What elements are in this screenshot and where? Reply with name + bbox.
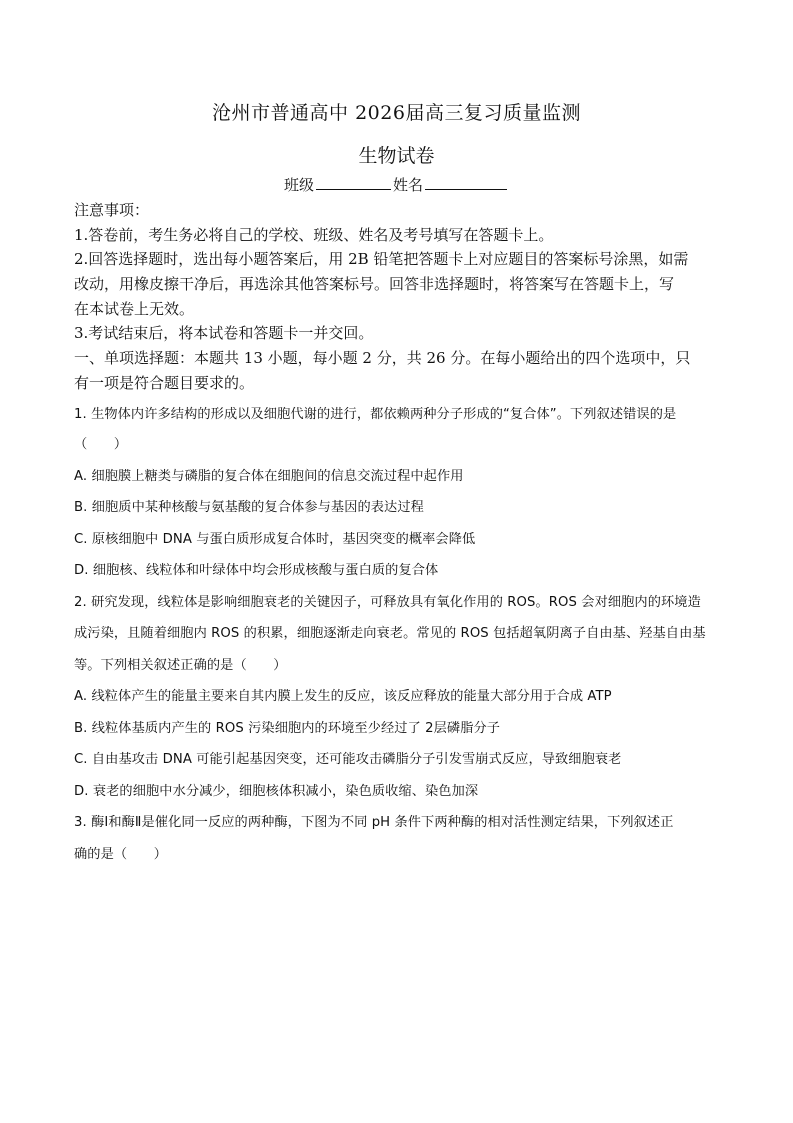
notice-item-2-line-1: 2.回答选择题时，选出每小题答案后，用 2B 铅笔把答题卡上对应题目的答案标号涂黑，如需 (74, 250, 689, 268)
class-label: 班级 (283, 176, 314, 194)
q2-stem-line-3: 等。下列相关叙述正确的是（ ） (74, 658, 287, 673)
name-label: 姓名 (393, 176, 424, 194)
class-name-line (0, 174, 793, 195)
q2-option-b: B. 线粒体基质内产生的 ROS 污染细胞内的环境至少经过了 2层磷脂分子 (74, 721, 501, 736)
q2-stem-line-1: 2. 研究发现，线粒体是影响细胞衰老的关键因子，可释放具有氧化作用的 ROS。ROS 会对细胞内的环境造 (74, 595, 701, 610)
notice-item-1: 1.答卷前，考生务必将自己的学校、班级、姓名及考号填写在答题卡上。 (74, 226, 554, 244)
name-blank (425, 175, 507, 190)
notice-item-2-line-2: 改动，用橡皮擦干净后，再选涂其他答案标号。回答非选择题时，将答案写在答题卡上，写 (74, 275, 675, 293)
notice-heading: 注意事项： (74, 201, 150, 219)
exam-title: 沧州市普通高中 2026届高三复习质量监测 (212, 102, 581, 124)
notice-item-3: 3.考试结束后，将本试卷和答题卡一并交回。 (74, 324, 374, 342)
q1-stem-line-1: 1. 生物体内许多结构的形成以及细胞代谢的进行，都依赖两种分子形成的“复合体”。下列叙述错误的是 (74, 407, 677, 422)
q2-option-a: A. 线粒体产生的能量主要来自其内膜上发生的反应，该反应释放的能量大部分用于合成 ATP (74, 689, 612, 704)
q2-option-d: D. 衰老的细胞中水分减少，细胞核体积减小，染色质收缩、染色加深 (74, 784, 479, 799)
q2-option-c: C. 自由基攻击 DNA 可能引起基因突变，还可能攻击磷脂分子引发雪崩式反应，导致细胞衰老 (74, 752, 622, 767)
notice-item-2-line-3: 在本试卷上无效。 (74, 300, 195, 318)
q1-option-b: B. 细胞质中某种核酸与氨基酸的复合体参与基因的表达过程 (74, 500, 424, 515)
q1-option-c: C. 原核细胞中 DNA 与蛋白质形成复合体时，基因突变的概率会降低 (74, 532, 476, 547)
q1-stem-line-2: （ ） (74, 437, 128, 452)
q3-stem-line-1: 3. 酶Ⅰ和酶Ⅱ是催化同一反应的两种酶，下图为不同 pH 条件下两种酶的相对活性测定结果，下列叙述正 (74, 815, 674, 830)
section-1-line-1: 一、单项选择题：本题共 13 小题，每小题 2 分，共 26 分。在每小题给出的四个选项中，只 (74, 349, 691, 367)
q3-stem-line-2: 确的是（ ） (74, 847, 168, 862)
section-1-line-2: 有一项是符合题目要求的。 (74, 374, 255, 392)
q1-option-a: A. 细胞膜上糖类与磷脂的复合体在细胞间的信息交流过程中起作用 (74, 469, 464, 484)
class-blank (316, 175, 391, 190)
q2-stem-line-2: 成污染，且随着细胞内 ROS 的积累，细胞逐渐走向衰老。常见的 ROS 包括超氧阴离子自由基、羟基自由基 (74, 626, 706, 641)
q1-option-d: D. 细胞核、线粒体和叶绿体中均会形成核酸与蛋白质的复合体 (74, 563, 439, 578)
exam-subtitle: 生物试卷 (358, 145, 435, 167)
